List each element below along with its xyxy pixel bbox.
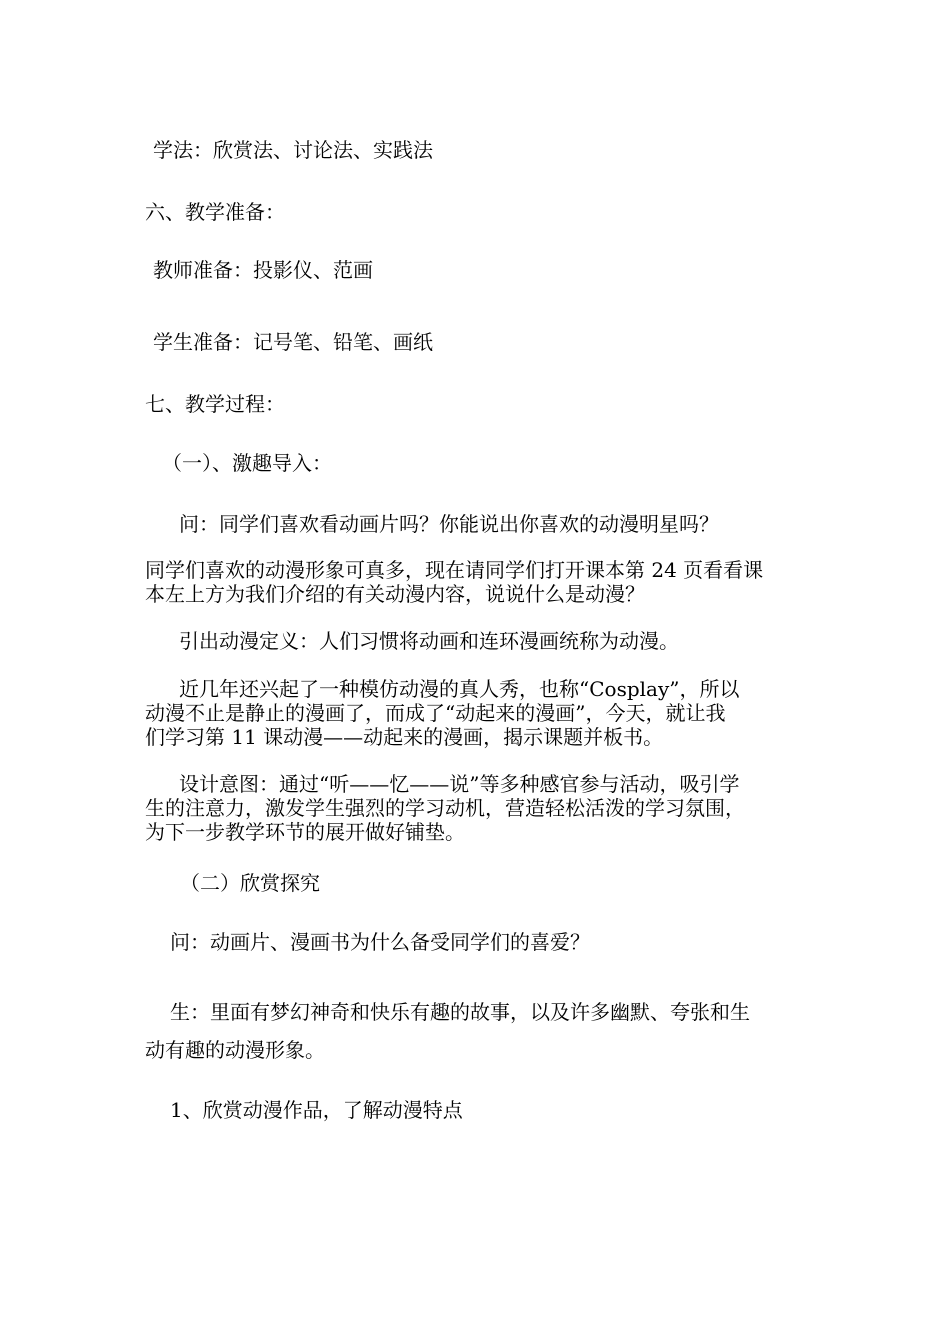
paragraph-cosplay [145, 677, 810, 749]
paragraph-line: 们学习第 11 课动漫——动起来的漫画，揭示课题并板书。 [145, 725, 664, 749]
paragraph-student-answer [145, 1000, 810, 1062]
paragraph-line: 生：里面有梦幻神奇和快乐有趣的故事，以及许多幽默、夸张和生 [170, 1000, 750, 1024]
paragraph-line: 近几年还兴起了一种模仿动漫的真人秀，也称“Cosplay”，所以 [179, 677, 740, 701]
student-preparation: 学生准备：记号笔、铅笔、画纸 [153, 330, 433, 354]
question-cartoons: 问：同学们喜欢看动画片吗？你能说出你喜欢的动漫明星吗？ [179, 512, 719, 536]
paragraph-line: 本左上方为我们介绍的有关动漫内容，说说什么是动漫？ [145, 582, 645, 606]
part-heading-introduction: （一）、激趣导入： [162, 451, 332, 475]
paragraph-line: 为下一步教学环节的展开做好铺垫。 [145, 820, 465, 844]
paragraph-textbook [145, 558, 810, 606]
paragraph-line: 设计意图：通过“听——忆——说”等多种感官参与活动，吸引学 [179, 772, 740, 796]
anime-definition: 引出动漫定义：人们习惯将动画和连环漫画统称为动漫。 [179, 629, 679, 653]
study-methods: 学法：欣赏法、讨论法、实践法 [153, 138, 433, 162]
section-heading-process: 七、教学过程： [145, 392, 285, 416]
teacher-preparation: 教师准备：投影仪、范画 [153, 258, 373, 282]
list-item-appreciate-works: 1、欣赏动漫作品，了解动漫特点 [170, 1098, 463, 1122]
paragraph-line: 同学们喜欢的动漫形象可真多，现在请同学们打开课本第 24 页看看课 [145, 558, 764, 582]
paragraph-design-intent [145, 772, 810, 844]
section-heading-preparation: 六、教学准备： [145, 200, 285, 224]
paragraph-line: 动有趣的动漫形象。 [145, 1038, 325, 1062]
paragraph-line: 动漫不止是静止的漫画了，而成了“动起来的漫画”，今天，就让我 [145, 701, 726, 725]
question-popularity: 问：动画片、漫画书为什么备受同学们的喜爱？ [170, 930, 590, 954]
part-heading-appreciation: （二）欣赏探究 [180, 871, 320, 895]
paragraph-line: 生的注意力，激发学生强烈的学习动机，营造轻松活泼的学习氛围， [145, 796, 745, 820]
